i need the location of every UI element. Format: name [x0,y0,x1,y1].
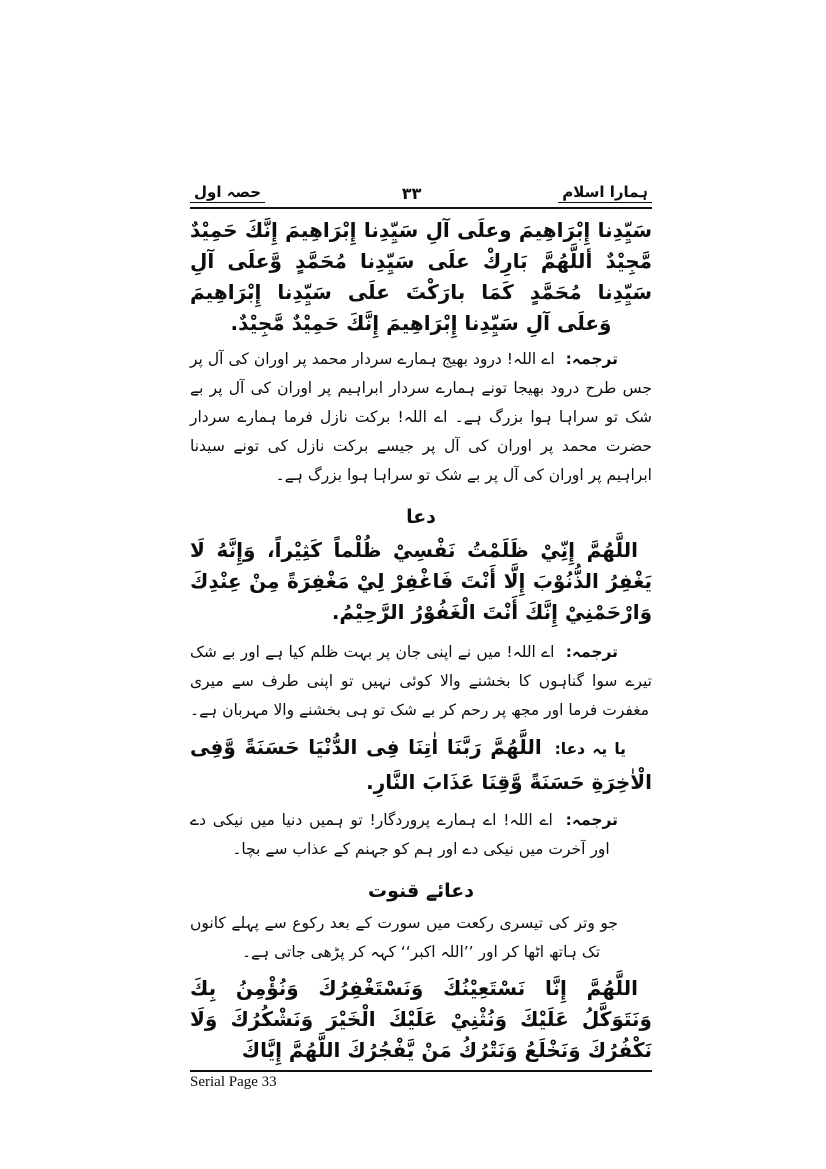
dua-forgiveness-arabic-text: اللَّهُمَّ إِنِّيْ ظَلَمْتُ نَفْسِيْ ظُلْماً كَثِيْراً، وَإِنَّهُ لَا يَغْفِرُ الذُّنُوْبَ إِلَّا أَنْتَ فَاغْفِرْ لِيْ مَغْفِرَةً مِنْ عِنْدِكَ وَارْحَمْنِيْ إِنَّكَ أَنْتَ الْغَفُوْرُ الرَّحِيْمُ. [190,538,652,624]
qunoot-intro-text: جو وتر کی تیسری رکعت میں سورت کے بعد رکوع سے پہلے کانوں تک ہاتھ اٹھا کر اور ’’اللہ اکبر‘‘ کہہ کر پڑھی جاتی ہے۔ [190,914,618,961]
dua-rabbana-paragraph [190,731,652,800]
qunoot-arabic-text: اللَّهُمَّ إِنَّا نَسْتَعِيْنُكَ وَنَسْتَغْفِرُكَ وَنُؤْمِنُ بِكَ وَنَتَوَكَّلُ عَلَيْكَ وَنُثْنِيْ عَلَيْكَ الْخَيْرَ وَنَشْكُرُكَ وَلَا نَكْفُرُكَ وَنَخْلَعُ وَنَتْرُكُ مَنْ يَّفْجُرُكَ اللَّهُمَّ إِيَّاكَ [190,976,652,1062]
footer-serial-page: Serial Page 33 [190,1070,652,1091]
alt-dua-label: یا یہ دعا: [554,740,626,758]
durood-translation [190,345,652,490]
dua-rabbana-translation [190,806,652,864]
dua-forgiveness-translation-text: اے اللہ! میں نے اپنی جان پر بہت ظلم کیا ہے اور بے شک تیرے سوا گناہوں کا بخشنے والا کوئی نہیں تو اپنی طرف سے میری مغفرت فرما اور مجھ پر رحم کر بے شک تو ہی بخشنے والا مہربان ہے۔ [190,643,652,719]
book-title: ہمارا اسلام [558,183,652,203]
translation-label: ترجمہ: [565,643,618,661]
part-title: حصہ اول [190,183,265,203]
dua-forgiveness-translation [190,638,652,725]
translation-label: ترجمہ: [565,811,618,829]
dua-heading: دعا [406,506,436,528]
qunoot-heading: دعائے قنوت [368,880,474,902]
page-content [190,183,652,1091]
arabic-durood-text: سَيِّدِنا إِبْرَاهِيمَ وعلَى آلِ سَيِّدِنا إِبْرَاهِيمَ إِنَّكَ حَمِيْدٌ مَّجِيْدٌ أللَّهُمَّ بَارِكْ علَى سَيِّدِنا مُحَمَّدٍ وَّعلَى آلِ سَيِّدِنا مُحَمَّدٍ كَمَا بارَكْتَ علَى سَيِّدِنا إِبْرَاهِيمَ وَعلَى آلِ سَيِّدِنا إِبْرَاهِيمَ إِنَّكَ حَمِيْدٌ مَّجِيْدٌ. [190,218,652,335]
dua-rabbana-arabic-text: اللَّهُمَّ رَبَّنَا اٰتِنَا فِی الدُّنْيَا حَسَنَةً وَّفِی الْاٰخِرَةِ حَسَنَةً وَّقِنَا عَذَابَ النَّارِ. [190,735,652,794]
translation-label: ترجمہ: [565,350,618,368]
durood-translation-text: اے اللہ! درود بھیج ہمارے سردار محمد پر اوران کی آل پر جس طرح درود بھیجا تونے ہمارے سردار ابراہیم پر اوران کی آل پر بے شک تو سراہا ہوا بزرگ ہے۔ اے اللہ! برکت نازل فرما ہمارے سردار حضرت محمد پر اوران کی آل پر جیسے برکت نازل کی تونے سیدنا ابراہیم پر اوران کی آل پر بے شک تو سراہا ہوا بزرگ ہے۔ [190,350,652,484]
page-header [190,183,652,209]
page-number: ۳۳ [401,184,422,203]
dua-rabbana-translation-text: اے اللہ! اے ہمارے پروردگار! تو ہمیں دنیا میں نیکی دے اور آخرت میں نیکی دے اور ہم کو جہنم کے عذاب سے بچا۔ [190,811,610,858]
